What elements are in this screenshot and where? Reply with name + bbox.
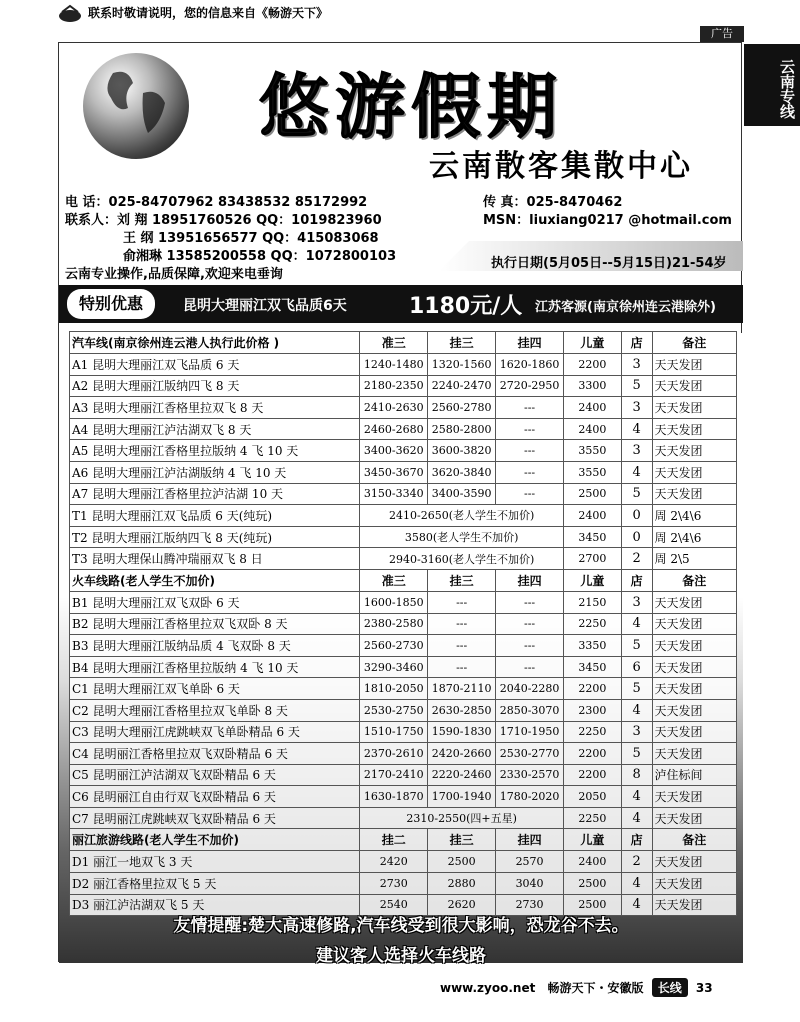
table-cell: 2200 — [564, 354, 622, 376]
table-cell: 准三 — [360, 569, 428, 591]
table-cell: 1240-1480 — [360, 354, 428, 376]
table-cell: 5 — [621, 635, 652, 657]
ad-frame — [58, 42, 742, 966]
globe-icon — [83, 53, 189, 159]
table-cell: 周 2\4\6 — [652, 526, 736, 548]
table-cell: 2500 — [564, 483, 622, 505]
table-header-row — [70, 829, 737, 851]
table-cell: 2370-2610 — [360, 743, 428, 765]
table-cell: 2620 — [428, 894, 496, 916]
table-cell: 准三 — [360, 332, 428, 354]
table-cell: 天天发团 — [652, 461, 736, 483]
contact-person-3: 俞湘琳 13585200558 QQ：1072800103 — [123, 249, 397, 264]
page-number: 33 — [695, 981, 713, 995]
table-cell: 2400 — [564, 397, 622, 419]
table-cell: 挂三 — [428, 569, 496, 591]
table-cell: 备注 — [652, 569, 736, 591]
table-cell: 2730 — [496, 894, 564, 916]
table-cell: --- — [496, 613, 564, 635]
table-cell: 3450 — [564, 526, 622, 548]
slogan: 云南专业操作,品质保障,欢迎来电垂询 — [65, 267, 283, 282]
table-cell: 2220-2460 — [428, 764, 496, 786]
table-cell: --- — [496, 656, 564, 678]
table-cell: 店 — [621, 829, 652, 851]
table-cell: 4 — [621, 894, 652, 916]
table-cell: 2 — [621, 851, 652, 873]
table-cell: 天天发团 — [652, 354, 736, 376]
table-row — [70, 461, 737, 483]
table-cell: 3550 — [564, 461, 622, 483]
brand-title: 悠游假期 — [259, 66, 563, 148]
table-cell: 天天发团 — [652, 397, 736, 419]
table-cell: 2500 — [428, 851, 496, 873]
table-cell: A1 昆明大理丽江双飞品质 6 天 — [70, 354, 360, 376]
table-row — [70, 873, 737, 895]
table-cell: 天天发团 — [652, 635, 736, 657]
table-cell: 2050 — [564, 786, 622, 808]
table-cell: 2850-3070 — [496, 699, 564, 721]
table-cell: --- — [496, 635, 564, 657]
table-row — [70, 354, 737, 376]
table-cell: 3620-3840 — [428, 461, 496, 483]
table-cell: 2400 — [564, 418, 622, 440]
table-cell: 3040 — [496, 873, 564, 895]
table-cell: 1780-2020 — [496, 786, 564, 808]
table-cell: 天天发团 — [652, 699, 736, 721]
table-cell: 8 — [621, 764, 652, 786]
table-cell: A7 昆明大理丽江香格里拉泸沽湖 10 天 — [70, 483, 360, 505]
contact-person-1: 联系人：刘 翔 18951760526 QQ：1019823960 — [65, 213, 382, 228]
table-cell: --- — [496, 418, 564, 440]
promo-badge: 特别优惠 — [67, 289, 155, 319]
table-cell: 2420-2660 — [428, 743, 496, 765]
table-cell: A5 昆明大理丽江香格里拉版纳 4 飞 10 天 — [70, 440, 360, 462]
table-cell: 4 — [621, 699, 652, 721]
phone-line: 电 话：025-84707962 83438532 85172992 — [65, 195, 368, 210]
table-cell: 2720-2950 — [496, 375, 564, 397]
table-cell: 3580(老人学生不加价) — [360, 526, 564, 548]
table-cell: A6 昆明大理丽江泸沽湖版纳 4 飞 10 天 — [70, 461, 360, 483]
table-cell: 2580-2800 — [428, 418, 496, 440]
table-cell: 天天发团 — [652, 851, 736, 873]
table-row — [70, 440, 737, 462]
table-cell: 3400-3620 — [360, 440, 428, 462]
table-cell: 2460-2680 — [360, 418, 428, 440]
table-cell: 5 — [621, 743, 652, 765]
table-cell: --- — [428, 635, 496, 657]
table-cell: T2 昆明大理丽江版纳四飞 8 天(纯玩) — [70, 526, 360, 548]
table-cell: 2200 — [564, 764, 622, 786]
table-cell: 1320-1560 — [428, 354, 496, 376]
table-cell: T1 昆明大理丽江双飞品质 6 天(纯玩) — [70, 505, 360, 527]
table-cell: 1510-1750 — [360, 721, 428, 743]
table-row — [70, 656, 737, 678]
table-cell: 2700 — [564, 548, 622, 570]
table-cell: 火车线路(老人学生不加价) — [70, 569, 360, 591]
side-tab: 云南专线 — [744, 44, 800, 126]
table-cell: 2 — [621, 548, 652, 570]
table-cell: 2250 — [564, 807, 622, 829]
table-cell: 2400 — [564, 851, 622, 873]
table-cell: 天天发团 — [652, 721, 736, 743]
source-notice: 联系时敬请说明，您的信息来自《畅游天下》 — [88, 6, 329, 20]
table-header-row — [70, 332, 737, 354]
msn-line: MSN：liuxiang0217 @hotmail.com — [483, 213, 732, 228]
table-cell: 4 — [621, 873, 652, 895]
table-cell: C6 昆明丽江自由行双飞双卧精品 6 天 — [70, 786, 360, 808]
table-cell: 儿童 — [564, 569, 622, 591]
table-cell: 2420 — [360, 851, 428, 873]
table-row — [70, 505, 737, 527]
promo-name: 昆明大理丽江双飞品质6天 — [183, 298, 347, 314]
exec-date: 执行日期(5月05日--5月15日)21-54岁 — [491, 256, 727, 271]
table-cell: 3550 — [564, 440, 622, 462]
table-cell: 3150-3340 — [360, 483, 428, 505]
promo-price: 1180元/人 — [409, 294, 523, 319]
table-cell: D3 丽江泸沽湖双飞 5 天 — [70, 894, 360, 916]
table-cell: 汽车线(南京徐州连云港人执行此价格 ) — [70, 332, 360, 354]
table-cell: 0 — [621, 505, 652, 527]
table-cell: 2040-2280 — [496, 678, 564, 700]
promo-source: 江苏客源(南京徐州连云港除外) — [535, 300, 716, 315]
table-cell: 6 — [621, 656, 652, 678]
table-cell: 3450-3670 — [360, 461, 428, 483]
table-cell: 2530-2770 — [496, 743, 564, 765]
table-cell: --- — [496, 591, 564, 613]
table-cell: 2180-2350 — [360, 375, 428, 397]
table-cell: 2240-2470 — [428, 375, 496, 397]
table-cell: 儿童 — [564, 332, 622, 354]
ad-tag: 广告 — [700, 26, 744, 42]
footer-badge: 长线 — [652, 978, 688, 997]
table-row — [70, 591, 737, 613]
table-row — [70, 786, 737, 808]
table-row — [70, 699, 737, 721]
table-cell: 1710-1950 — [496, 721, 564, 743]
table-cell: C3 昆明大理丽江虎跳峡双飞单卧精品 6 天 — [70, 721, 360, 743]
price-table — [69, 331, 737, 916]
table-cell: 1870-2110 — [428, 678, 496, 700]
table-cell: 2410-2630 — [360, 397, 428, 419]
table-cell: 天天发团 — [652, 483, 736, 505]
table-cell: C1 昆明大理丽江双飞单卧 6 天 — [70, 678, 360, 700]
table-cell: 2310-2550(四+五星) — [360, 807, 564, 829]
table-cell: 天天发团 — [652, 807, 736, 829]
table-row — [70, 678, 737, 700]
table-cell: 2250 — [564, 721, 622, 743]
suggestion-note: 建议客人选择火车线路 — [316, 946, 486, 966]
table-cell: 4 — [621, 613, 652, 635]
table-cell: 2570 — [496, 851, 564, 873]
table-cell: 周 2\4\6 — [652, 505, 736, 527]
table-cell: D2 丽江香格里拉双飞 5 天 — [70, 873, 360, 895]
table-row — [70, 613, 737, 635]
table-cell: 儿童 — [564, 829, 622, 851]
table-cell: 1810-2050 — [360, 678, 428, 700]
table-row — [70, 397, 737, 419]
table-cell: 1630-1870 — [360, 786, 428, 808]
table-cell: 天天发团 — [652, 873, 736, 895]
table-cell: T3 昆明大理保山腾冲瑞丽双飞 8 日 — [70, 548, 360, 570]
table-cell: 丽江旅游线路(老人学生不加价) — [70, 829, 360, 851]
table-cell: 2630-2850 — [428, 699, 496, 721]
table-cell: 2380-2580 — [360, 613, 428, 635]
reminder-note: 友情提醒:楚大高速修路,汽车线受到很大影响，恐龙谷不去。 — [173, 916, 629, 936]
table-cell: 天天发团 — [652, 786, 736, 808]
table-cell: 泸住标间 — [652, 764, 736, 786]
table-cell: --- — [496, 483, 564, 505]
table-cell: 2200 — [564, 678, 622, 700]
table-row — [70, 375, 737, 397]
table-cell: 天天发团 — [652, 656, 736, 678]
footer-pub: 畅游天下・安徽版 — [547, 981, 644, 995]
table-cell: 2200 — [564, 743, 622, 765]
table-cell: 挂四 — [496, 569, 564, 591]
table-cell: 3 — [621, 721, 652, 743]
table-cell: 2400 — [564, 505, 622, 527]
table-cell: 挂三 — [428, 332, 496, 354]
table-cell: C4 昆明丽江香格里拉双飞双卧精品 6 天 — [70, 743, 360, 765]
contact-person-2: 王 纲 13951656577 QQ：415083068 — [123, 231, 379, 246]
table-cell: 3 — [621, 397, 652, 419]
table-cell: 2560-2780 — [428, 397, 496, 419]
table-cell: 天天发团 — [652, 440, 736, 462]
table-row — [70, 526, 737, 548]
top-bar — [0, 0, 800, 38]
table-cell: --- — [428, 656, 496, 678]
table-cell: 2250 — [564, 613, 622, 635]
table-cell: --- — [428, 613, 496, 635]
table-cell: 3400-3590 — [428, 483, 496, 505]
table-cell: 天天发团 — [652, 678, 736, 700]
brand-subtitle: 云南散客集散中心 — [429, 149, 693, 184]
table-cell: 2410-2650(老人学生不加价) — [360, 505, 564, 527]
table-cell: B4 昆明大理丽江香格里拉版纳 4 飞 10 天 — [70, 656, 360, 678]
table-cell: D1 丽江一地双飞 3 天 — [70, 851, 360, 873]
table-cell: 3 — [621, 591, 652, 613]
table-cell: A4 昆明大理丽江泸沽湖双飞 8 天 — [70, 418, 360, 440]
table-cell: 3300 — [564, 375, 622, 397]
table-cell: 4 — [621, 786, 652, 808]
table-cell: --- — [428, 591, 496, 613]
table-cell: C2 昆明大理丽江香格里拉双飞单卧 8 天 — [70, 699, 360, 721]
table-cell: 2730 — [360, 873, 428, 895]
table-row — [70, 764, 737, 786]
table-cell: 2530-2750 — [360, 699, 428, 721]
table-row — [70, 548, 737, 570]
table-cell: 天天发团 — [652, 894, 736, 916]
table-cell: 1590-1830 — [428, 721, 496, 743]
table-cell: 1600-1850 — [360, 591, 428, 613]
table-cell: 3 — [621, 440, 652, 462]
table-cell: A2 昆明大理丽江版纳四飞 8 天 — [70, 375, 360, 397]
table-cell: 挂三 — [428, 829, 496, 851]
table-cell: 2500 — [564, 894, 622, 916]
table-cell: 5 — [621, 375, 652, 397]
table-cell: 挂四 — [496, 829, 564, 851]
table-row — [70, 635, 737, 657]
table-cell: --- — [496, 397, 564, 419]
table-cell: 天天发团 — [652, 591, 736, 613]
table-cell: 备注 — [652, 332, 736, 354]
table-cell: 店 — [621, 332, 652, 354]
table-cell: 2330-2570 — [496, 764, 564, 786]
table-cell: 3350 — [564, 635, 622, 657]
table-cell: A3 昆明大理丽江香格里拉双飞 8 天 — [70, 397, 360, 419]
table-cell: 4 — [621, 418, 652, 440]
price-table-wrap — [69, 331, 737, 916]
table-cell: 2500 — [564, 873, 622, 895]
table-cell: 挂二 — [360, 829, 428, 851]
table-cell: 2560-2730 — [360, 635, 428, 657]
table-row — [70, 743, 737, 765]
table-row — [70, 807, 737, 829]
table-cell: 3 — [621, 354, 652, 376]
table-cell: 2880 — [428, 873, 496, 895]
table-cell: 2150 — [564, 591, 622, 613]
table-row — [70, 483, 737, 505]
fax-line: 传 真：025-8470462 — [483, 195, 623, 210]
table-cell: 天天发团 — [652, 743, 736, 765]
table-cell: 1620-1860 — [496, 354, 564, 376]
table-cell: 5 — [621, 678, 652, 700]
table-cell: B1 昆明大理丽江双飞双卧 6 天 — [70, 591, 360, 613]
table-cell: B3 昆明大理丽江版纳品质 4 飞双卧 8 天 — [70, 635, 360, 657]
table-cell: 5 — [621, 483, 652, 505]
table-cell: 3600-3820 — [428, 440, 496, 462]
table-cell: --- — [496, 440, 564, 462]
promo-bar — [59, 285, 743, 323]
table-cell: C7 昆明丽江虎跳峡双飞双卧精品 6 天 — [70, 807, 360, 829]
table-cell: 2540 — [360, 894, 428, 916]
header — [59, 43, 743, 189]
table-row — [70, 721, 737, 743]
table-cell: 1700-1940 — [428, 786, 496, 808]
table-cell: 备注 — [652, 829, 736, 851]
publisher-logo-icon — [58, 4, 82, 24]
table-cell: 3290-3460 — [360, 656, 428, 678]
table-row — [70, 851, 737, 873]
footer — [440, 978, 713, 997]
table-cell: 天天发团 — [652, 613, 736, 635]
table-cell: 天天发团 — [652, 418, 736, 440]
table-header-row — [70, 569, 737, 591]
table-cell: 4 — [621, 461, 652, 483]
table-row — [70, 418, 737, 440]
table-cell: B2 昆明大理丽江香格里拉双飞双卧 8 天 — [70, 613, 360, 635]
table-cell: 0 — [621, 526, 652, 548]
table-cell: 3450 — [564, 656, 622, 678]
table-cell: 店 — [621, 569, 652, 591]
table-cell: C5 昆明丽江泸沽湖双飞双卧精品 6 天 — [70, 764, 360, 786]
table-cell: 2300 — [564, 699, 622, 721]
table-cell: 周 2\5 — [652, 548, 736, 570]
table-cell: 2170-2410 — [360, 764, 428, 786]
footer-site: www.zyoo.net — [440, 981, 536, 995]
table-cell: 天天发团 — [652, 375, 736, 397]
table-cell: --- — [496, 461, 564, 483]
table-cell: 4 — [621, 807, 652, 829]
table-cell: 挂四 — [496, 332, 564, 354]
table-cell: 2940-3160(老人学生不加价) — [360, 548, 564, 570]
